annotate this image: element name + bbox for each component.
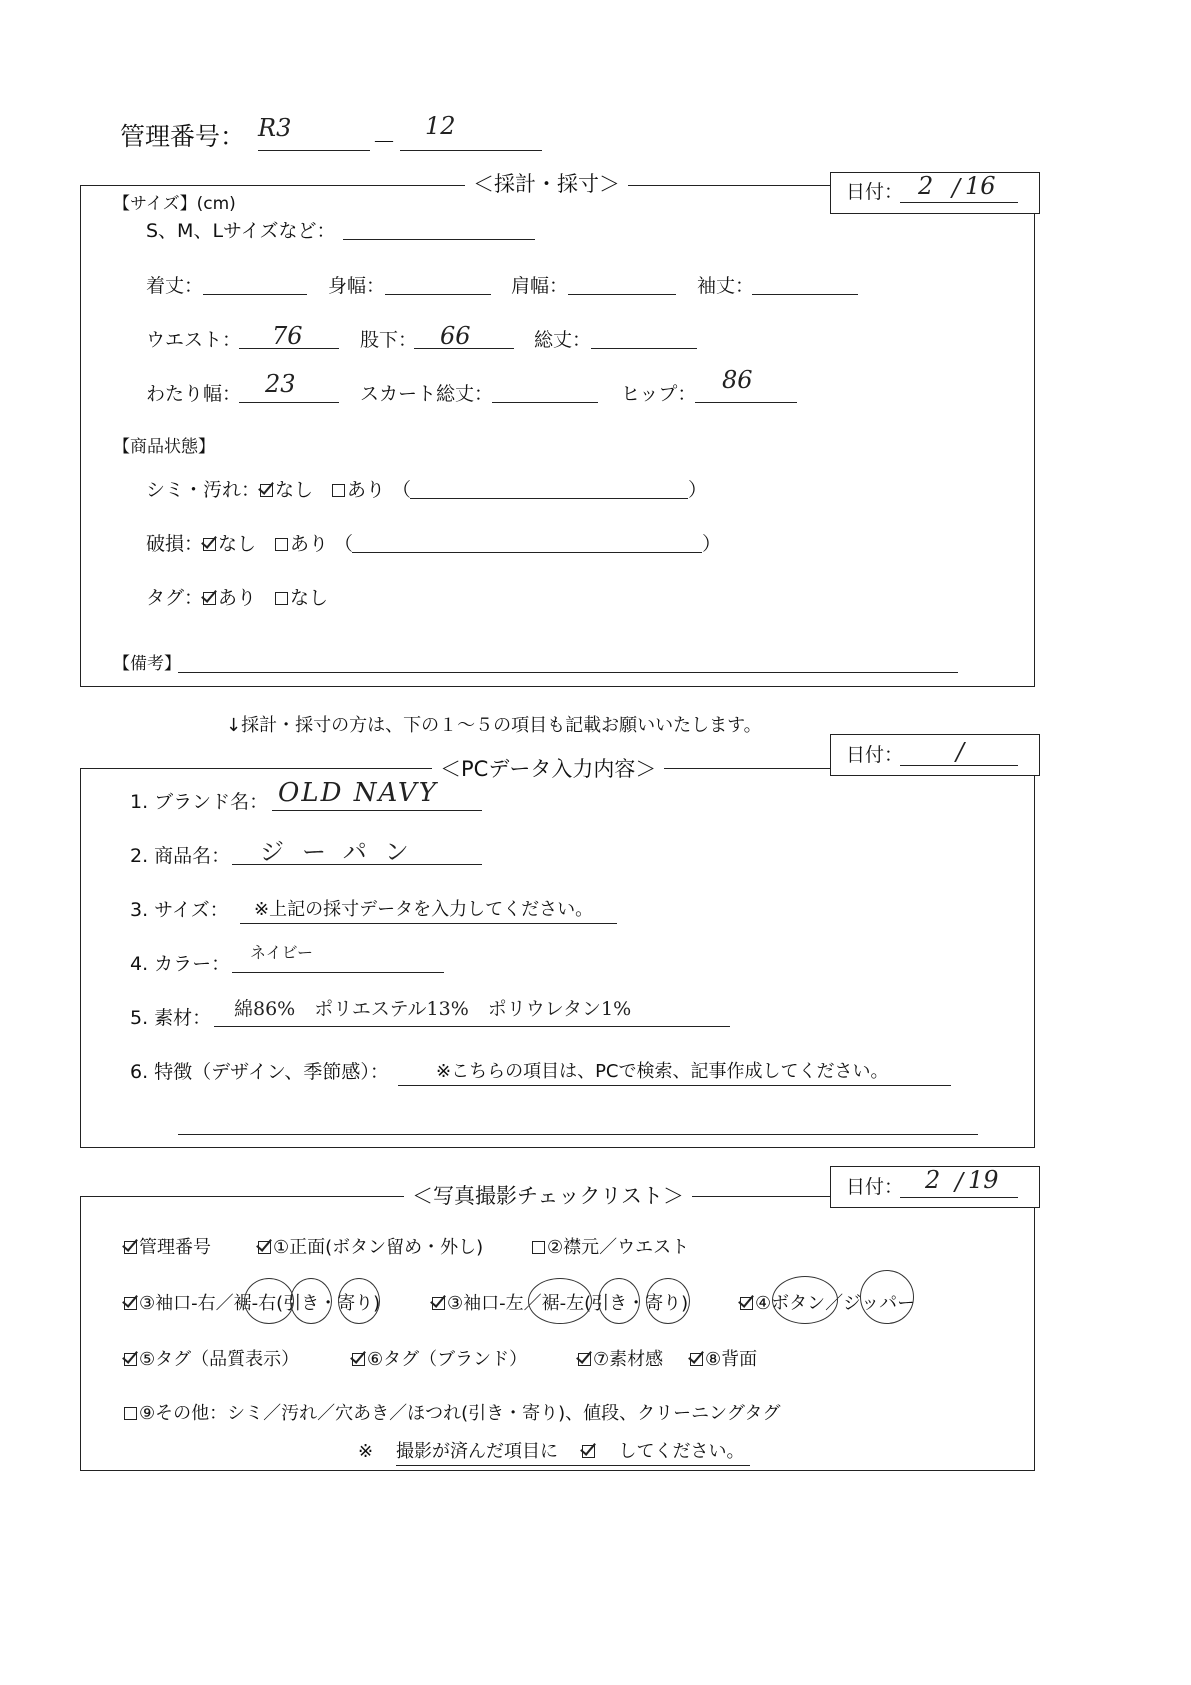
kitake-line[interactable] xyxy=(203,294,307,295)
circle-mark-hiki-left xyxy=(598,1278,640,1324)
material-label: 5. 素材： xyxy=(130,1007,212,1029)
measure-date-month: 2 xyxy=(918,172,934,200)
color-value: ネイビー xyxy=(250,943,314,962)
pc-date-label: 日付： xyxy=(846,744,904,766)
remarks-label: 【備考】 xyxy=(113,654,181,674)
brand-line[interactable] xyxy=(272,810,482,811)
watari-value: 23 xyxy=(265,370,296,398)
sodetake-label: 袖丈： xyxy=(697,275,755,297)
hip-line[interactable] xyxy=(695,402,797,403)
damage-none-label: なし xyxy=(218,533,257,555)
measure-date-slash: / xyxy=(952,174,961,202)
mihaba-label: 身幅： xyxy=(328,275,386,297)
tag-yes-label: あり xyxy=(218,587,257,609)
check-front xyxy=(258,1236,483,1260)
cuff-right-item-label: ③袖口-右／裾-右(引き・寄り) xyxy=(139,1293,381,1314)
skirt-line[interactable] xyxy=(492,402,598,403)
other-checkbox[interactable] xyxy=(124,1407,137,1420)
watari-label: わたり幅： xyxy=(146,383,242,405)
material-value: 綿86% ポリエステル13% ポリウレタン1% xyxy=(234,998,632,1020)
stain-paren-open: （ xyxy=(392,479,412,501)
check-collar xyxy=(532,1236,689,1260)
material-checkbox[interactable] xyxy=(578,1353,591,1366)
product-label: 2. 商品名： xyxy=(130,845,231,867)
mihaba-line[interactable] xyxy=(385,294,491,295)
button-checkbox[interactable] xyxy=(740,1297,753,1310)
check-tag-quality xyxy=(124,1348,299,1372)
front-item-label: ①正面(ボタン留め・外し) xyxy=(273,1237,484,1258)
katahaba-line[interactable] xyxy=(568,294,676,295)
photo-title: ＜写真撮影チェックリスト＞ xyxy=(404,1183,692,1209)
cuff-right-checkbox[interactable] xyxy=(124,1297,137,1310)
damage-paren-close: ） xyxy=(702,533,722,555)
stain-none-label: なし xyxy=(275,479,314,501)
tag-none-label: なし xyxy=(290,587,329,609)
matashita-value: 66 xyxy=(440,322,471,350)
feature-value: ※こちらの項目は、PCで検索、記事作成してください。 xyxy=(398,1060,951,1086)
stain-none-checkbox[interactable] xyxy=(260,484,273,497)
damage-none-checkbox[interactable] xyxy=(203,538,216,551)
sodetake-line[interactable] xyxy=(752,294,858,295)
hip-label: ヒップ： xyxy=(621,383,697,405)
footer-sample-checkbox xyxy=(582,1445,595,1458)
stain-yes-checkbox[interactable] xyxy=(332,484,345,497)
tag-none-checkbox[interactable] xyxy=(275,592,288,605)
circle-mark-hem-left xyxy=(528,1278,592,1324)
condition-heading: 【商品状態】 xyxy=(113,437,215,457)
collar-checkbox[interactable] xyxy=(532,1241,545,1254)
photo-footer-note xyxy=(396,1440,750,1466)
control-dash: － xyxy=(372,128,396,156)
tag-brand-checkbox[interactable] xyxy=(352,1353,365,1366)
instruction-note: ↓採計・採寸の方は、下の１～５の項目も記載お願いいたします。 xyxy=(226,715,762,736)
pc-date-value: / xyxy=(956,738,965,766)
tag-label: タグ： xyxy=(146,587,204,609)
skirt-label: スカート総丈： xyxy=(360,383,494,405)
check-control-number xyxy=(124,1236,211,1260)
button-item-label: ④ボタン／ジッパー xyxy=(755,1293,916,1314)
measure-date-label: 日付： xyxy=(846,181,904,203)
control-number-checkbox[interactable] xyxy=(124,1241,137,1254)
circle-mark-hem-right xyxy=(244,1278,294,1324)
measure-date-line xyxy=(900,202,1018,203)
cuff-left-item-label: ③袖口-左／裾-左(引き・寄り) xyxy=(447,1293,689,1314)
feature-extra-line[interactable] xyxy=(178,1134,978,1135)
circle-mark-yori-left xyxy=(646,1278,690,1324)
size-label: 3. サイズ： xyxy=(130,899,229,921)
damage-yes-label: あり xyxy=(290,533,329,555)
stain-label: シミ・汚れ： xyxy=(146,479,261,501)
control-prefix-value: R3 xyxy=(258,114,292,142)
control-number-label: 管理番号： xyxy=(120,122,246,151)
stain-row xyxy=(146,478,385,502)
check-other xyxy=(124,1402,780,1426)
kitake-label: 着丈： xyxy=(146,275,204,297)
photo-date-day: 19 xyxy=(968,1166,999,1194)
circle-mark-yori-right xyxy=(338,1278,380,1324)
damage-row xyxy=(146,532,328,556)
stain-detail-line[interactable] xyxy=(410,498,688,499)
damage-detail-line[interactable] xyxy=(352,552,702,553)
tag-row xyxy=(146,586,328,610)
damage-paren-open: （ xyxy=(334,533,354,555)
watari-line[interactable] xyxy=(239,402,339,403)
photo-date-month: 2 xyxy=(925,1166,941,1194)
waist-label: ウエスト： xyxy=(146,329,242,351)
circle-mark-button xyxy=(772,1276,838,1324)
tag-quality-item-label: ⑤タグ（品質表示） xyxy=(139,1349,300,1370)
sml-line[interactable] xyxy=(343,239,535,240)
check-back xyxy=(690,1348,757,1372)
brand-value: OLD NAVY xyxy=(278,778,438,808)
footer-text-a: 撮影が済んだ項目に xyxy=(396,1441,558,1462)
soutake-line[interactable] xyxy=(591,348,697,349)
size-value: ※上記の採寸データを入力してください。 xyxy=(240,898,617,924)
color-label: 4. カラー： xyxy=(130,953,231,975)
check-tag-brand xyxy=(352,1348,527,1372)
material-line[interactable] xyxy=(214,1026,730,1027)
product-value: ジーパン xyxy=(260,838,427,866)
brand-label: 1. ブランド名： xyxy=(130,791,269,813)
tag-brand-item-label: ⑥タグ（ブランド） xyxy=(367,1349,528,1370)
tag-yes-checkbox[interactable] xyxy=(203,592,216,605)
feature-label: 6. 特徴（デザイン、季節感）： xyxy=(130,1061,389,1083)
tag-quality-checkbox[interactable] xyxy=(124,1353,137,1366)
other-item-label: ⑨その他：シミ／汚れ／穴あき／ほつれ(引き・寄り)、値段、クリーニングタグ xyxy=(139,1403,781,1424)
back-checkbox[interactable] xyxy=(690,1353,703,1366)
remarks-line[interactable] xyxy=(178,672,958,673)
pc-title: ＜PCデータ入力内容＞ xyxy=(432,756,664,782)
soutake-label: 総丈： xyxy=(534,329,592,351)
stain-paren-close: ） xyxy=(688,479,708,501)
cuff-left-checkbox[interactable] xyxy=(432,1297,445,1310)
katahaba-label: 肩幅： xyxy=(511,275,569,297)
control-number-line xyxy=(400,150,542,151)
stain-yes-label: あり xyxy=(347,479,386,501)
waist-value: 76 xyxy=(272,322,303,350)
control-prefix-line xyxy=(258,150,370,151)
circle-mark-zipper xyxy=(860,1270,914,1324)
measure-section xyxy=(80,185,1035,687)
check-material xyxy=(578,1348,663,1372)
footer-text-b: してください。 xyxy=(618,1441,745,1462)
measure-title: ＜採計・採寸＞ xyxy=(465,171,628,197)
measure-date-day: 16 xyxy=(965,172,996,200)
damage-label: 破損： xyxy=(146,533,204,555)
control-number-value: 12 xyxy=(425,112,456,140)
material-item-label: ⑦素材感 xyxy=(593,1349,664,1370)
hip-value: 86 xyxy=(722,366,753,394)
photo-date-slash: / xyxy=(955,1168,964,1196)
sml-label: S、M、Lサイズなど： xyxy=(146,220,336,242)
front-checkbox[interactable] xyxy=(258,1241,271,1254)
photo-date-label: 日付： xyxy=(846,1176,904,1198)
back-item-label: ⑧背面 xyxy=(705,1349,758,1370)
circle-mark-hiki-right xyxy=(290,1278,332,1324)
collar-item-label: ②襟元／ウエスト xyxy=(547,1237,690,1258)
photo-footer-mark: ※ xyxy=(358,1441,374,1462)
control-number-item-label: 管理番号 xyxy=(139,1237,211,1258)
matashita-label: 股下： xyxy=(360,329,418,351)
size-heading: 【サイズ】(cm) xyxy=(113,194,236,214)
photo-date-line[interactable] xyxy=(900,1197,1018,1198)
damage-yes-checkbox[interactable] xyxy=(275,538,288,551)
color-line[interactable] xyxy=(232,972,444,973)
